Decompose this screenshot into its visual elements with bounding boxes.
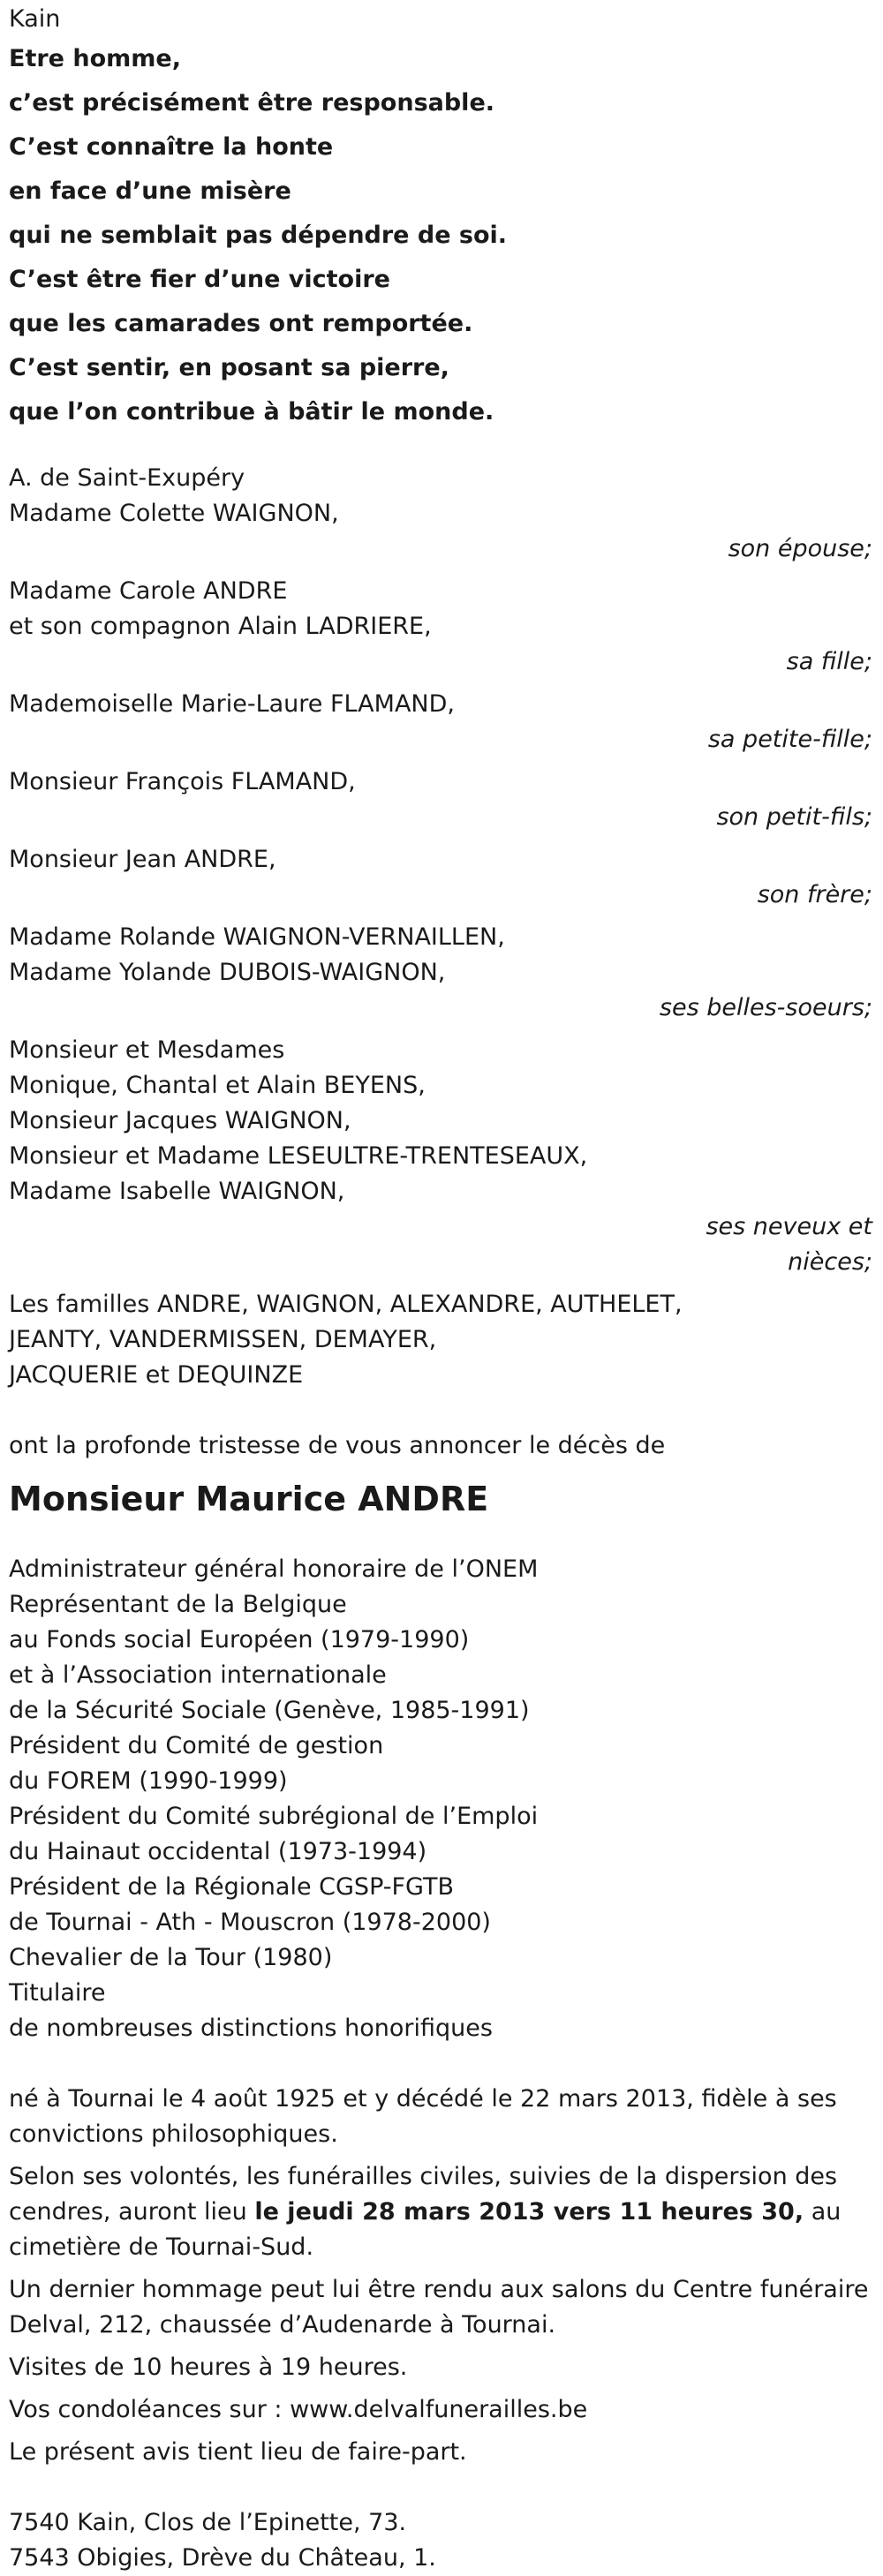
families-line: JACQUERIE et DEQUINZE — [9, 1361, 304, 1389]
birth-death-paragraph: né à Tournai le 4 août 1925 et y décédé le 22 mars 2013, fidèle à ses convictions philosophiques. — [9, 2085, 837, 2148]
relation-label: sa petite-fille; — [707, 726, 872, 753]
funeral-text-after: au cimetière de Tournai-Sud. — [9, 2198, 841, 2261]
family-group — [9, 1033, 881, 1280]
family-name: Monique, Chantal et Alain BEYENS, — [9, 1072, 426, 1099]
families-line: Les familles ANDRE, WAIGNON, ALEXANDRE, AUTHELET, — [9, 1291, 683, 1318]
funeral-text-before: Selon ses volontés, les funérailles civiles, suivies de la dispersion des cendres, auront lieu — [9, 2163, 838, 2226]
families-block — [9, 1287, 881, 1393]
title-line: au Fonds social Européen (1979-1990) — [9, 1626, 470, 1653]
poem — [9, 37, 881, 434]
title-line: Chevalier de la Tour (1980) — [9, 1944, 333, 1971]
poem-line: C’est connaître la honte — [9, 133, 334, 161]
family-name: Mademoiselle Marie-Laure FLAMAND, — [9, 690, 455, 718]
title-line: Président du Comité subrégional de l’Emploi — [9, 1803, 539, 1830]
poem-line: C’est être fier d’une victoire — [9, 266, 390, 293]
notice-paragraph: Le présent avis tient lieu de faire-part. — [9, 2438, 467, 2466]
title-line: Administrateur général honoraire de l’ONEM — [9, 1555, 539, 1583]
announcement-text: ont la profonde tristesse de vous annoncer le décès de — [9, 1432, 666, 1459]
family-name: Monsieur François FLAMAND, — [9, 768, 356, 795]
families-line: JEANTY, VANDERMISSEN, DEMAYER, — [9, 1326, 437, 1353]
title-line: de la Sécurité Sociale (Genève, 1985-1991) — [9, 1697, 530, 1724]
poem-line: c’est précisément être responsable. — [9, 89, 495, 117]
family-name: Monsieur Jacques WAIGNON, — [9, 1107, 351, 1134]
condolences-paragraph: Vos condoléances sur : www.delvalfunerailles.be — [9, 2396, 588, 2423]
location-header: Kain — [9, 5, 61, 33]
family-name: et son compagnon Alain LADRIERE, — [9, 613, 432, 640]
family-group — [9, 765, 881, 835]
title-line: de Tournai - Ath - Mouscron (1978-2000) — [9, 1909, 491, 1936]
poem-line: que les camarades ont remportée. — [9, 310, 473, 337]
family-group — [9, 496, 881, 567]
poem-author: A. de Saint-Exupéry — [9, 464, 245, 492]
title-line: Président du Comité de gestion — [9, 1732, 384, 1759]
family-name: Monsieur et Mesdames — [9, 1036, 285, 1064]
deceased-name: Monsieur Maurice ANDRE — [9, 1480, 489, 1518]
family-group — [9, 842, 881, 913]
family-name: Madame Carole ANDRE — [9, 577, 288, 605]
addresses-block — [9, 2505, 881, 2576]
relation-label: ses neveux et — [706, 1213, 872, 1240]
family-name: Madame Yolande DUBOIS-WAIGNON, — [9, 959, 446, 986]
title-line: Représentant de la Belgique — [9, 1591, 347, 1618]
titles-block — [9, 1552, 881, 2046]
title-line: Titulaire — [9, 1979, 106, 2007]
title-line: de nombreuses distinctions honorifiques — [9, 2015, 493, 2042]
poem-line: en face d’une misère — [9, 177, 291, 205]
family-name: Madame Colette WAIGNON, — [9, 500, 339, 527]
relation-label: son épouse; — [728, 535, 872, 562]
relation-label: ses belles-soeurs; — [659, 994, 872, 1021]
family-group — [9, 920, 881, 1026]
family-name: Monsieur Jean ANDRE, — [9, 846, 276, 873]
funeral-date-time: le jeudi 28 mars 2013 vers 11 heures 30, — [254, 2198, 804, 2226]
relation-label: son petit-fils; — [716, 803, 872, 831]
family-name: Monsieur et Madame LESEULTRE-TRENTESEAUX, — [9, 1142, 588, 1170]
family-name: Madame Rolande WAIGNON-VERNAILLEN, — [9, 923, 505, 951]
family-group — [9, 687, 881, 757]
poem-line: qui ne semblait pas dépendre de soi. — [9, 222, 508, 249]
homage-paragraph: Un dernier hommage peut lui être rendu aux salons du Centre funéraire Delval, 212, chaussée d’Audenarde à Tournai. — [9, 2276, 869, 2339]
family-group — [9, 574, 881, 680]
title-line: du FOREM (1990-1999) — [9, 1767, 288, 1795]
relation-label: son frère; — [757, 881, 872, 908]
address-line: 7540 Kain, Clos de l’Epinette, 73. — [9, 2509, 407, 2536]
relation-label: sa fille; — [786, 648, 872, 675]
relation-label: nièces; — [788, 1248, 872, 1276]
title-line: du Hainaut occidental (1973-1994) — [9, 1838, 427, 1865]
poem-line: que l’on contribue à bâtir le monde. — [9, 398, 494, 426]
funeral-paragraph — [9, 2159, 870, 2265]
visits-paragraph: Visites de 10 heures à 19 heures. — [9, 2354, 408, 2381]
title-line: Président de la Régionale CGSP-FGTB — [9, 1873, 455, 1901]
family-name: Madame Isabelle WAIGNON, — [9, 1178, 345, 1205]
title-line: et à l’Association internationale — [9, 1661, 387, 1689]
poem-line: Etre homme, — [9, 45, 181, 72]
poem-line: C’est sentir, en posant sa pierre, — [9, 354, 449, 381]
address-line: 7543 Obigies, Drève du Château, 1. — [9, 2544, 436, 2572]
